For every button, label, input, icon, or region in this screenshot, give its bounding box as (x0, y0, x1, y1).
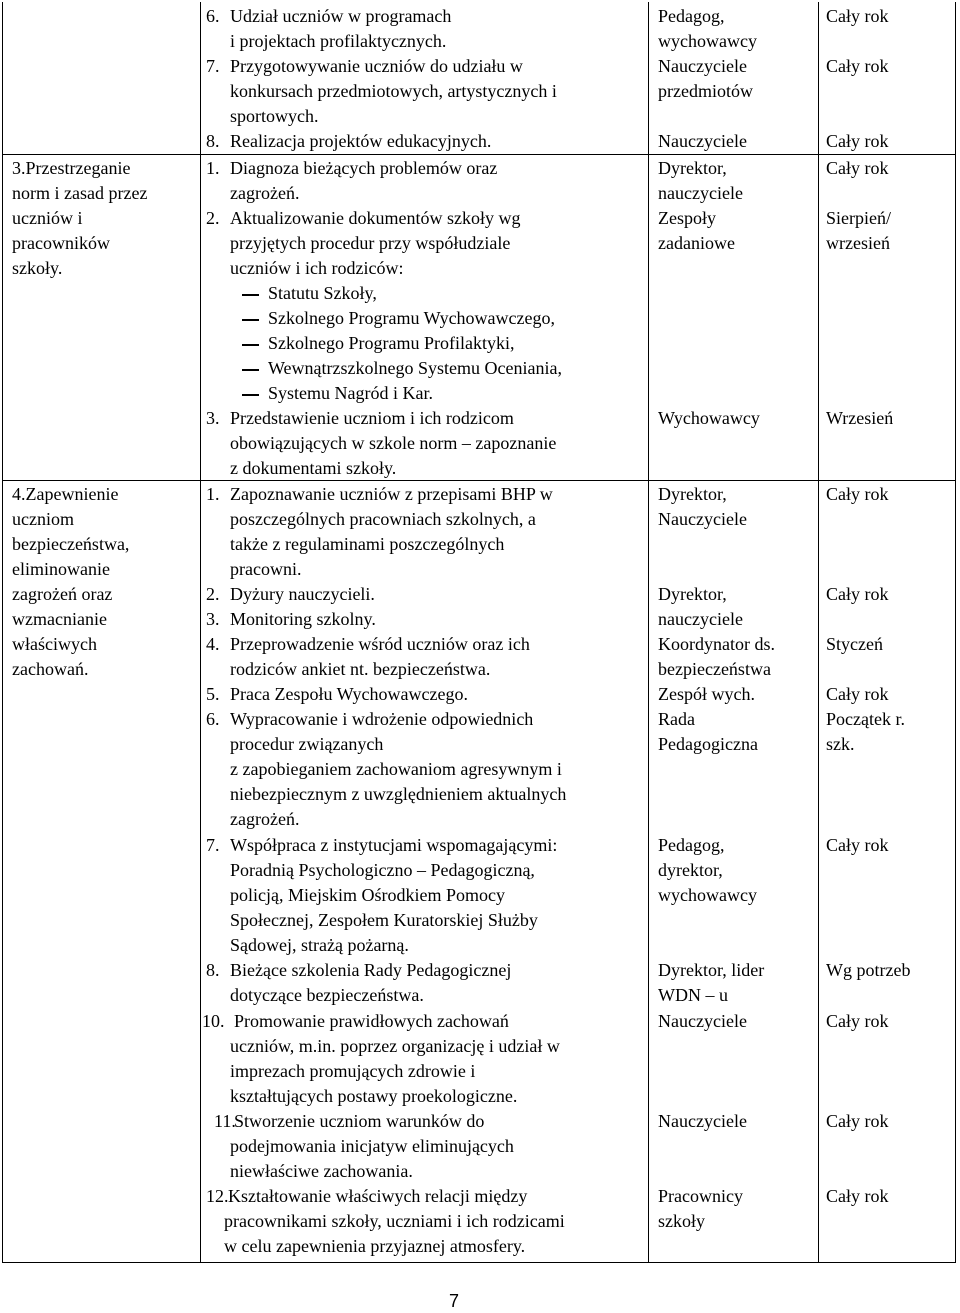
row-border (2, 154, 956, 155)
task-number: 6. (206, 6, 220, 26)
column-border (648, 2, 649, 1263)
document-list-item: Szkolnego Programu Wychowawczego, (268, 308, 556, 328)
task-text-line: Diagnoza bieżących problemów oraz (230, 158, 498, 178)
task-text-line: także z regulaminami poszczególnych (230, 534, 505, 554)
task-text-line: rodziców ankiet nt. bezpieczeństwa. (230, 659, 491, 679)
task-text-line: zagrożeń. (230, 809, 300, 829)
task-number: 1. (206, 158, 220, 178)
task-text-line: w celu zapewnienia przyjaznej atmosfery. (224, 1236, 526, 1256)
responsible-text: zadaniowe (658, 233, 735, 253)
task-number: 6. (206, 709, 220, 729)
task-text-line: Przedstawienie uczniom i ich rodzicom (230, 408, 514, 428)
column-border (818, 2, 819, 1263)
task-text-line: Kształtowanie właściwych relacji między (228, 1186, 528, 1206)
area-label-line: 3.Przestrzeganie (12, 158, 131, 178)
task-text-line: Aktualizowanie dokumentów szkoły wg (230, 208, 521, 228)
task-text-line: podejmowania inicjatyw eliminujących (230, 1136, 514, 1156)
task-text-line: sportowych. (230, 106, 319, 126)
bullet-dash-icon (242, 369, 259, 371)
task-number: 8. (206, 131, 220, 151)
task-number: 8. (206, 960, 220, 980)
task-text-line: Monitoring szkolny. (230, 609, 376, 629)
task-number: 2. (206, 584, 220, 604)
task-text-line: uczniów, m.in. poprzez organizację i udział w (230, 1036, 560, 1056)
responsible-text: Pracownicy (658, 1186, 743, 1206)
row-border (2, 480, 956, 481)
deadline-text: Cały rok (826, 158, 889, 178)
deadline-text: Wg potrzeb (826, 960, 911, 980)
deadline-text: Cały rok (826, 1111, 889, 1131)
bullet-dash-icon (242, 344, 259, 346)
task-text-line: obowiązujących w szkole norm – zapoznanie (230, 433, 557, 453)
area-label-line: 4.Zapewnienie (12, 484, 119, 504)
page-number: 7 (449, 1291, 460, 1311)
responsible-text: WDN – u (658, 985, 728, 1005)
responsible-text: Zespoły (658, 208, 716, 228)
task-number: 5. (206, 684, 220, 704)
task-text-line: Społecznej, Zespołem Kuratorskiej Służby (230, 910, 538, 930)
task-text-line: Przeprowadzenie wśród uczniów oraz ich (230, 634, 530, 654)
task-text-line: pracownikami szkoły, uczniami i ich rodzicami (224, 1211, 565, 1231)
deadline-text: Cały rok (826, 484, 889, 504)
task-text-line: konkursach przedmiotowych, artystycznych i (230, 81, 557, 101)
task-text-line: dotyczące bezpieczeństwa. (230, 985, 424, 1005)
task-text-line: procedur związanych (230, 734, 384, 754)
responsible-text: Nauczyciele (658, 1111, 747, 1131)
task-number: 4. (206, 634, 220, 654)
task-text-line: z dokumentami szkoły. (230, 458, 397, 478)
responsible-text: przedmiotów (658, 81, 753, 101)
area-label-line: wzmacnianie (12, 609, 107, 629)
bullet-dash-icon (242, 294, 259, 296)
bullet-dash-icon (242, 394, 259, 396)
responsible-text: Dyrektor, (658, 158, 727, 178)
responsible-text: Dyrektor, lider (658, 960, 765, 980)
responsible-text: szkoły (658, 1211, 705, 1231)
responsible-text: Zespół wych. (658, 684, 755, 704)
deadline-text: Cały rok (826, 1186, 889, 1206)
responsible-text: Pedagogiczna (658, 734, 758, 754)
responsible-text: nauczyciele (658, 609, 743, 629)
area-label-line: eliminowanie (12, 559, 110, 579)
document-list-item: Systemu Nagród i Kar. (268, 383, 433, 403)
responsible-text: wychowawcy (658, 885, 757, 905)
task-text-line: uczniów i ich rodziców: (230, 258, 404, 278)
deadline-text: Cały rok (826, 1011, 889, 1031)
task-number: 7. (206, 56, 220, 76)
area-label-line: szkoły. (12, 258, 63, 278)
task-text-line: policją, Miejskim Ośrodkiem Pomocy (230, 885, 505, 905)
task-number: 10. (202, 1011, 225, 1031)
task-text-line: Przygotowywanie uczniów do udziału w (230, 56, 523, 76)
deadline-text: Cały rok (826, 6, 889, 26)
column-border (955, 2, 956, 1263)
responsible-text: bezpieczeństwa (658, 659, 771, 679)
task-text-line: pracowni. (230, 559, 302, 579)
responsible-text: Nauczyciele (658, 56, 747, 76)
task-text-line: niebezpiecznym z uwzględnieniem aktualnych (230, 784, 567, 804)
deadline-text: Sierpień/ (826, 208, 891, 228)
responsible-text: wychowawcy (658, 31, 757, 51)
area-label-line: uczniom (12, 509, 74, 529)
responsible-text: Nauczyciele (658, 509, 747, 529)
area-label-line: uczniów i (12, 208, 83, 228)
responsible-text: Pedagog, (658, 835, 725, 855)
area-label-line: zachowań. (12, 659, 89, 679)
responsible-text: Dyrektor, (658, 584, 727, 604)
task-text-line: z zapobieganiem zachowaniom agresywnym i (230, 759, 562, 779)
task-text-line: Promowanie prawidłowych zachowań (234, 1011, 509, 1031)
responsible-text: dyrektor, (658, 860, 723, 880)
deadline-text: Cały rok (826, 684, 889, 704)
document-list-item: Wewnątrzszkolnego Systemu Oceniania, (268, 358, 562, 378)
area-label-line: bezpieczeństwa, (12, 534, 130, 554)
task-text-line: Poradnią Psychologiczno – Pedagogiczną, (230, 860, 535, 880)
task-text-line: kształtujących postawy proekologiczne. (230, 1086, 518, 1106)
deadline-text: Wrzesień (826, 408, 894, 428)
task-number: 11. (214, 1111, 236, 1131)
task-text-line: Stworzenie uczniom warunków do (234, 1111, 485, 1131)
bullet-dash-icon (242, 319, 259, 321)
task-text-line: imprezach promujących zdrowie i (230, 1061, 476, 1081)
task-text-line: zagrożeń. (230, 183, 300, 203)
task-text-line: Realizacja projektów edukacyjnych. (230, 131, 492, 151)
task-text-line: Sądowej, strażą pożarną. (230, 935, 409, 955)
deadline-text: Cały rok (826, 584, 889, 604)
task-text-line: przyjętych procedur przy współudziale (230, 233, 511, 253)
task-number: 2. (206, 208, 220, 228)
deadline-text: Styczeń (826, 634, 883, 654)
task-text-line: Współpraca z instytucjami wspomagającymi: (230, 835, 558, 855)
document-list-item: Statutu Szkoły, (268, 283, 377, 303)
task-number: 7. (206, 835, 220, 855)
responsible-text: Rada (658, 709, 695, 729)
task-text-line: Dyżury nauczycieli. (230, 584, 375, 604)
task-number: 3. (206, 609, 220, 629)
column-border (200, 2, 201, 1263)
task-text-line: Bieżące szkolenia Rady Pedagogicznej (230, 960, 512, 980)
responsible-text: Nauczyciele (658, 131, 747, 151)
deadline-text: Cały rok (826, 131, 889, 151)
document-list-item: Szkolnego Programu Profilaktyki, (268, 333, 515, 353)
area-label-line: pracowników (12, 233, 110, 253)
task-text-line: poszczególnych pracowniach szkolnych, a (230, 509, 536, 529)
task-text-line: i projektach profilaktycznych. (230, 31, 447, 51)
task-text-line: Praca Zespołu Wychowawczego. (230, 684, 468, 704)
column-border (2, 2, 3, 1263)
responsible-text: nauczyciele (658, 183, 743, 203)
responsible-text: Koordynator ds. (658, 634, 775, 654)
deadline-text: wrzesień (826, 233, 890, 253)
task-text-line: Wypracowanie i wdrożenie odpowiednich (230, 709, 534, 729)
area-label-line: zagrożeń oraz (12, 584, 113, 604)
task-number: 3. (206, 408, 220, 428)
area-label-line: norm i zasad przez (12, 183, 148, 203)
area-label-line: właściwych (12, 634, 97, 654)
deadline-text: Cały rok (826, 56, 889, 76)
task-number: 12. (206, 1186, 229, 1206)
responsible-text: Nauczyciele (658, 1011, 747, 1031)
task-number: 1. (206, 484, 220, 504)
deadline-text: szk. (826, 734, 855, 754)
responsible-text: Wychowawcy (658, 408, 760, 428)
task-text-line: niewłaściwe zachowania. (230, 1161, 413, 1181)
responsible-text: Dyrektor, (658, 484, 727, 504)
responsible-text: Pedagog, (658, 6, 725, 26)
task-text-line: Udział uczniów w programach (230, 6, 452, 26)
task-text-line: Zapoznawanie uczniów z przepisami BHP w (230, 484, 553, 504)
deadline-text: Cały rok (826, 835, 889, 855)
row-border (2, 1262, 956, 1263)
deadline-text: Początek r. (826, 709, 905, 729)
